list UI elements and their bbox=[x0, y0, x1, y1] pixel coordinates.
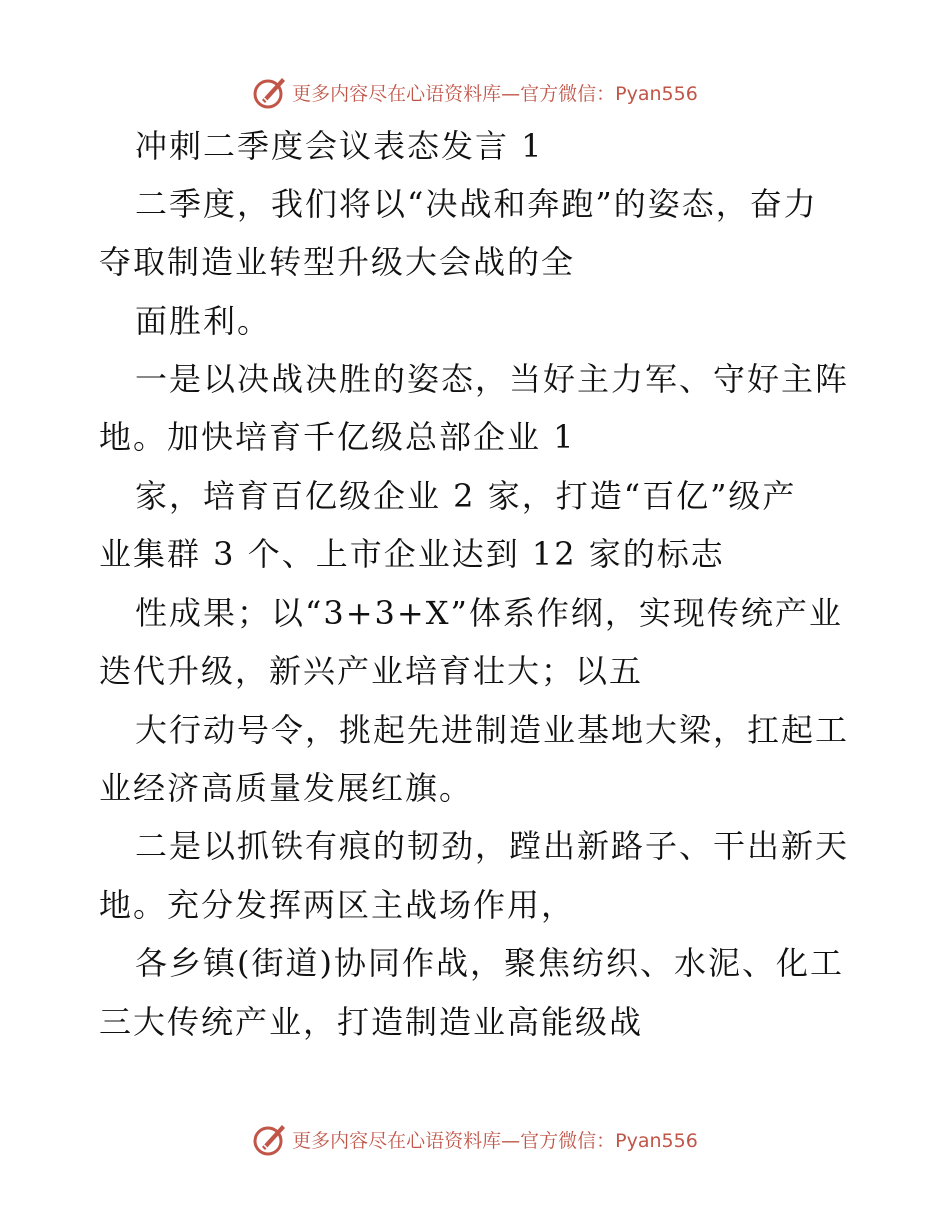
doc-line: 各乡镇(街道)协同作战，聚焦纺织、水泥、化工 bbox=[135, 944, 844, 982]
doc-line: 夺取制造业转型升级大会战的全 bbox=[99, 243, 576, 281]
header-watermark bbox=[0, 72, 950, 112]
doc-line: 家，培育百亿级企业 2 家，打造“百亿”级产 bbox=[135, 477, 797, 515]
doc-line: 迭代升级，新兴产业培育壮大；以五 bbox=[99, 652, 644, 690]
footer-watermark bbox=[0, 1119, 950, 1159]
doc-line: 业集群 3 个、上市企业达到 12 家的标志 bbox=[99, 535, 725, 573]
doc-line: 一是以决战决胜的姿态，当好主力军、守好主阵 bbox=[135, 360, 850, 398]
doc-line: 性成果；以“3+3+X”体系作纲，实现传统产业 bbox=[135, 594, 843, 632]
doc-line: 三大传统产业，打造制造业高能级战 bbox=[99, 1003, 644, 1041]
doc-line: 业经济高质量发展红旗。 bbox=[99, 769, 474, 807]
doc-title-line: 冲刺二季度会议表态发言 1 bbox=[135, 127, 544, 165]
doc-line: 二季度，我们将以“决战和奔跑”的姿态，奋力 bbox=[135, 185, 818, 223]
quill-pen-logo-icon bbox=[252, 74, 288, 110]
doc-line: 大行动号令，挑起先进制造业基地大梁，扛起工 bbox=[135, 711, 850, 749]
watermark-text: 更多内容尽在心语资料库—官方微信：Pyan556 bbox=[292, 82, 698, 105]
watermark-text: 更多内容尽在心语资料库—官方微信：Pyan556 bbox=[292, 1129, 698, 1152]
quill-pen-logo-icon bbox=[252, 1121, 288, 1157]
doc-line: 地。加快培育千亿级总部企业 1 bbox=[99, 418, 576, 456]
doc-line: 地。充分发挥两区主战场作用， bbox=[99, 886, 576, 924]
doc-line: 面胜利。 bbox=[135, 302, 272, 340]
doc-line: 二是以抓铁有痕的韧劲，蹚出新路子、干出新天 bbox=[135, 827, 850, 865]
